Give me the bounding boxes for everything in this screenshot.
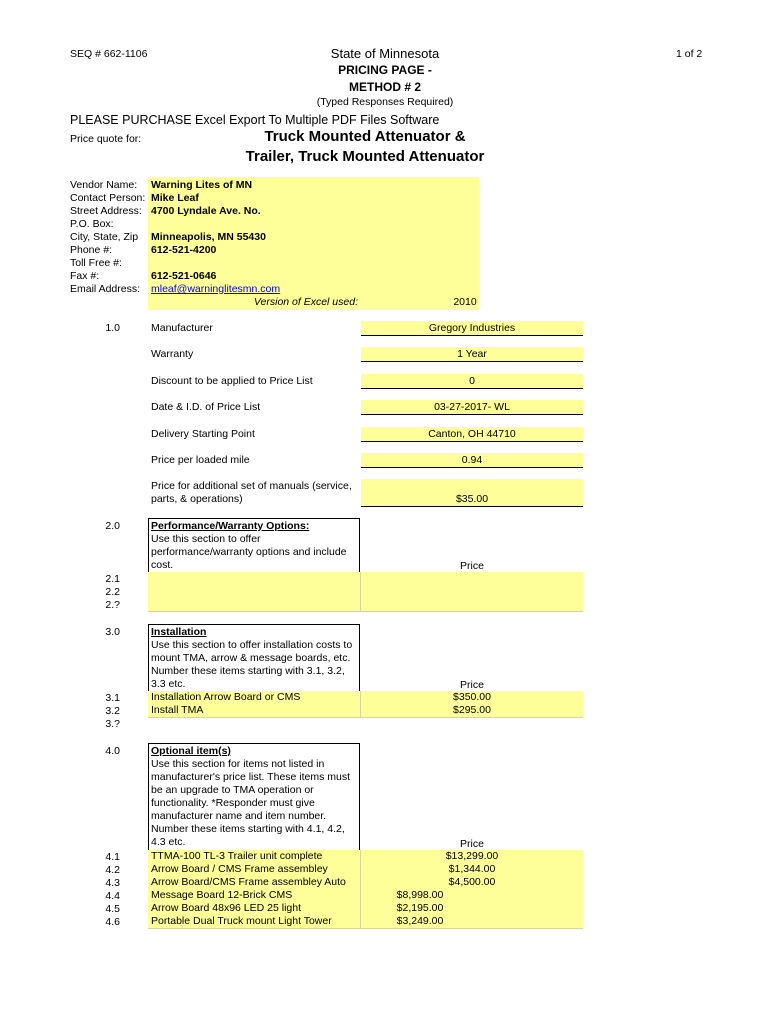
manufacturer-label: Manufacturer [151, 322, 213, 334]
warranty-label: Warranty [151, 348, 194, 360]
delivery-point-label: Delivery Starting Point [151, 428, 255, 440]
row-4-5[interactable] [148, 902, 583, 916]
street-address-field[interactable]: 4700 Lyndale Ave. No. [151, 205, 261, 217]
typed-responses-note: (Typed Responses Required) [316, 96, 454, 108]
price-quote-label: Price quote for: [70, 133, 142, 145]
manufacturer-field[interactable]: Gregory Industries [361, 321, 583, 336]
row-4-4-number: 4.4 [105, 890, 120, 902]
section-3-body: Use this section to offer installation costs to mount TMA, arrow & message boards, etc. Number these items starting with 3.1, 3.2, 3.3 etc. [151, 639, 353, 690]
row-4-1-price[interactable]: $13,299.00 [445, 850, 499, 862]
row-3-2-price[interactable]: $295.00 [453, 704, 491, 716]
product-title [200, 127, 530, 167]
section-3-title: Installation [151, 626, 207, 638]
row-2-2[interactable] [148, 585, 583, 599]
row-4-2[interactable] [148, 863, 583, 877]
fax-field[interactable]: 612-521-0646 [151, 270, 217, 282]
section-2-description-box [148, 518, 360, 575]
section-4-description-box [148, 743, 360, 853]
row-4-1-number: 4.1 [105, 851, 120, 863]
row-4-1-desc[interactable]: TTMA-100 TL-3 Trailer unit complete [151, 850, 323, 862]
row-3-x[interactable] [148, 717, 583, 730]
row-4-5-number: 4.5 [105, 903, 120, 915]
doc-pricing-heading: PRICING PAGE - [338, 63, 432, 77]
row-3-1-price[interactable]: $350.00 [453, 691, 491, 703]
purchase-notice: PLEASE PURCHASE Excel Export To Multiple PDF Files Software [70, 113, 440, 127]
row-4-3-price[interactable]: $4,500.00 [448, 876, 496, 888]
product-title-line2: Trailer, Truck Mounted Attenuator [245, 148, 485, 165]
excel-version-label: Version of Excel used: [253, 296, 358, 308]
section-4-price-header: Price [460, 838, 484, 850]
phone-field[interactable]: 612-521-4200 [151, 244, 217, 256]
doc-method-heading: METHOD # 2 [348, 80, 421, 94]
po-box-label: P.O. Box: [70, 218, 114, 230]
row-4-5-desc[interactable]: Arrow Board 48x96 LED 25 light [151, 902, 301, 914]
city-state-zip-field[interactable]: Minneapolis, MN 55430 [151, 231, 266, 243]
price-list-date-label: Date & I.D. of Price List [151, 401, 261, 413]
section-4-body: Use this section for items not listed in manufacturer's price list. These items must be an upgrade to TMA operation or functionality. *Responder must give manufacturer name and item number. Number these items starting with 4.1, 4.2, 4.3 etc. [151, 758, 351, 848]
email-label: Email Address: [70, 283, 141, 295]
city-state-zip-label: City, State, Zip [70, 231, 139, 243]
excel-version-field[interactable]: 2010 [453, 296, 477, 308]
row-4-6-number: 4.6 [105, 916, 120, 928]
price-per-mile-field[interactable]: 0.94 [361, 453, 583, 468]
section-4-number: 4.0 [105, 745, 120, 757]
email-link[interactable]: mleaf@warninglitesmn.com [151, 283, 281, 295]
manuals-label-line2: parts, & operations) [151, 493, 243, 505]
row-4-3-number: 4.3 [105, 877, 120, 889]
seq-number: SEQ # 662-1106 [70, 48, 148, 60]
row-2-x-number: 2.? [105, 599, 120, 611]
section-3-description-box [148, 624, 360, 694]
row-4-5-price[interactable]: $2,195.00 [396, 902, 444, 914]
section-2-body: Use this section to offer performance/warranty options and include cost. [151, 533, 347, 571]
price-per-mile-label: Price per loaded mile [151, 454, 250, 466]
row-2-x[interactable] [148, 598, 583, 612]
row-4-2-number: 4.2 [105, 864, 120, 876]
section-2-number: 2.0 [105, 520, 120, 532]
manuals-price-field[interactable]: $35.00 [361, 479, 583, 507]
row-2-2-number: 2.2 [105, 586, 120, 598]
row-3-1[interactable] [148, 691, 583, 705]
section-3-price-header: Price [460, 679, 484, 691]
row-3-1-number: 3.1 [105, 692, 120, 704]
warranty-field[interactable]: 1 Year [361, 347, 583, 362]
row-4-4[interactable] [148, 889, 583, 903]
row-4-6-price[interactable]: $3,249.00 [396, 915, 444, 927]
product-title-line1: Truck Mounted Attenuator & [264, 128, 466, 145]
discount-field[interactable]: 0 [361, 374, 583, 389]
section-1-number: 1.0 [105, 322, 120, 334]
row-3-2[interactable] [148, 704, 583, 718]
row-4-6-desc[interactable]: Portable Dual Truck mount Light Tower [151, 915, 332, 927]
row-2-1-number: 2.1 [105, 573, 120, 585]
section-4-title: Optional item(s) [151, 745, 231, 757]
row-4-6[interactable] [148, 915, 583, 929]
vendor-name-label: Vendor Name: [70, 179, 138, 191]
page-number: 1 of 2 [676, 48, 703, 60]
row-3-2-desc[interactable]: Install TMA [151, 704, 204, 716]
contact-person-label: Contact Person: [70, 192, 146, 204]
row-4-1[interactable] [148, 850, 583, 864]
row-4-2-price[interactable]: $1,344.00 [448, 863, 496, 875]
row-4-2-desc[interactable]: Arrow Board / CMS Frame assembley [151, 863, 328, 875]
toll-free-label: Toll Free #: [70, 257, 122, 269]
section-3-number: 3.0 [105, 626, 120, 638]
doc-state-title: State of Minnesota [330, 46, 440, 61]
vendor-name-field[interactable]: Warning Lites of MN [151, 179, 253, 191]
row-4-4-desc[interactable]: Message Board 12-Brick CMS [151, 889, 293, 901]
row-4-4-price[interactable]: $8,998.00 [396, 889, 444, 901]
fax-label: Fax #: [70, 270, 100, 282]
section-2-title: Performance/Warranty Options: [151, 520, 310, 532]
delivery-point-field[interactable]: Canton, OH 44710 [361, 427, 583, 442]
row-3-x-number: 3.? [105, 718, 120, 730]
row-4-3[interactable] [148, 876, 583, 890]
row-3-1-desc[interactable]: Installation Arrow Board or CMS [151, 691, 301, 703]
phone-label: Phone #: [70, 244, 113, 256]
manuals-label-line1: Price for additional set of manuals (service, [151, 480, 352, 492]
row-2-1[interactable] [148, 572, 583, 586]
price-list-date-field[interactable]: 03-27-2017- WL [361, 400, 583, 415]
row-4-3-desc[interactable]: Arrow Board/CMS Frame assembley Auto [151, 876, 346, 888]
section-2-price-header: Price [460, 560, 484, 572]
discount-label: Discount to be applied to Price List [151, 375, 313, 387]
row-3-2-number: 3.2 [105, 705, 120, 717]
contact-person-field[interactable]: Mike Leaf [151, 192, 199, 204]
street-address-label: Street Address: [70, 205, 142, 217]
